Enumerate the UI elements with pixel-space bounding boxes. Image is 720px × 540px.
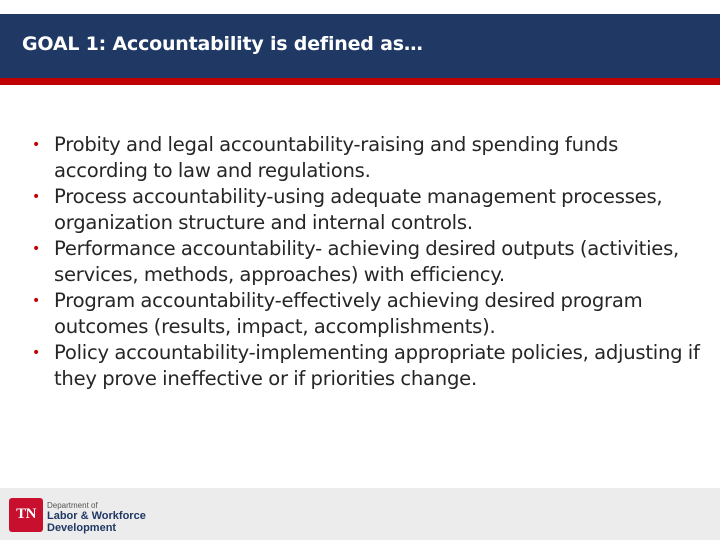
title-accent-rule [0, 78, 720, 85]
bullet-item [0, 288, 720, 340]
title-bar [0, 14, 720, 78]
bullet-item [0, 236, 720, 288]
bullet-text: Process accountability-using adequate management processes, organization structure and internal controls. [54, 185, 663, 234]
bullet-text: Probity and legal accountability-raising and spending funds according to law and regulations. [54, 133, 619, 182]
bullet-list [0, 132, 720, 392]
bullet-item [0, 184, 720, 236]
dept-line-1: Department of [47, 501, 98, 510]
bullet-marker-icon: • [32, 137, 41, 153]
dept-line-3: Development [47, 522, 117, 534]
tn-logo-icon [9, 498, 43, 532]
bullet-marker-icon: • [32, 241, 41, 257]
bullet-text: Performance accountability- achieving desired outputs (activities, services, methods, approaches) with efficiency. [54, 237, 680, 286]
slide-title: GOAL 1: Accountability is defined as… [22, 33, 423, 55]
dept-line-2: Labor & Workforce [47, 510, 146, 522]
bullet-item [0, 340, 720, 392]
tn-logo-text: TN [16, 506, 36, 522]
bullet-text: Program accountability-effectively achieving desired program outcomes (results, impact, accomplishments). [54, 289, 643, 338]
bullet-text: Policy accountability-implementing appropriate policies, adjusting if they prove ineffective or if priorities change. [54, 341, 700, 390]
department-logo [47, 501, 146, 534]
bullet-marker-icon: • [32, 345, 41, 361]
bullet-item [0, 132, 720, 184]
bullet-marker-icon: • [32, 293, 41, 309]
bullet-marker-icon: • [32, 189, 41, 205]
